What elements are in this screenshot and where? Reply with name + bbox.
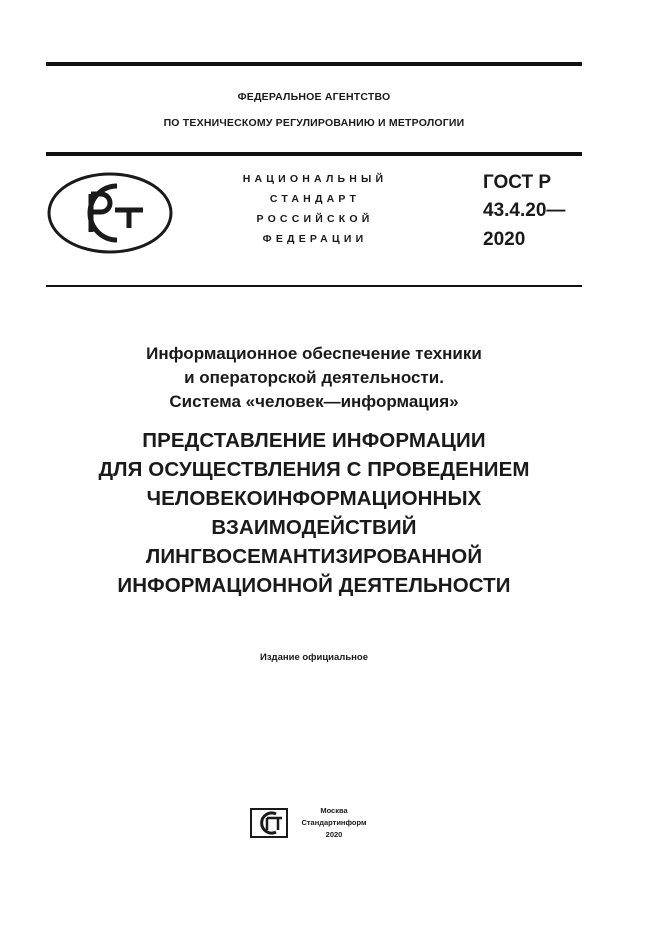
publisher-name: Стандартинформ [301, 818, 367, 827]
rst-emblem-icon [47, 172, 173, 254]
title-line-3: ЧЕЛОВЕКОИНФОРМАЦИОННЫХ [146, 487, 482, 510]
title-line-6: ИНФОРМАЦИОННОЙ ДЕЯТЕЛЬНОСТИ [117, 574, 511, 597]
designation-line-2: 43.4.20— [483, 200, 566, 221]
title-line-2: ДЛЯ ОСУЩЕСТВЛЕНИЯ С ПРОВЕДЕНИЕМ [98, 458, 530, 481]
title-line-4: ВЗАИМОДЕЙСТВИЙ [211, 516, 417, 539]
designation-line-3: 2020 [483, 229, 526, 250]
designation-line-1: ГОСТ Р [483, 172, 552, 193]
middle-rule [46, 152, 582, 156]
edition-label: Издание официальное [260, 652, 368, 663]
subtitle-line-3: Система «человек—информация» [169, 392, 459, 411]
title-line-5: ЛИНГВОСЕМАНТИЗИРОВАННОЙ [145, 545, 483, 568]
top-rule [46, 62, 582, 66]
standartinform-logo-icon [250, 808, 288, 838]
publisher-city: Москва [320, 806, 348, 815]
publisher-year: 2020 [325, 830, 343, 839]
national-line-3: РОССИЙСКОЙ [256, 213, 374, 225]
national-line-2: СТАНДАРТ [269, 193, 361, 205]
subtitle-line-1: Информационное обеспечение техники [146, 344, 482, 363]
subtitle-line-2: и операторской деятельности. [184, 368, 444, 387]
title-line-1: ПРЕДСТАВЛЕНИЕ ИНФОРМАЦИИ [142, 429, 486, 452]
national-line-1: НАЦИОНАЛЬНЫЙ [242, 173, 388, 185]
agency-line-1: ФЕДЕРАЛЬНОЕ АГЕНТСТВО [237, 91, 391, 103]
national-line-4: ФЕДЕРАЦИИ [262, 233, 368, 245]
agency-line-2: ПО ТЕХНИЧЕСКОМУ РЕГУЛИРОВАНИЮ И МЕТРОЛОГИИ [163, 117, 465, 129]
bottom-rule [46, 285, 582, 287]
